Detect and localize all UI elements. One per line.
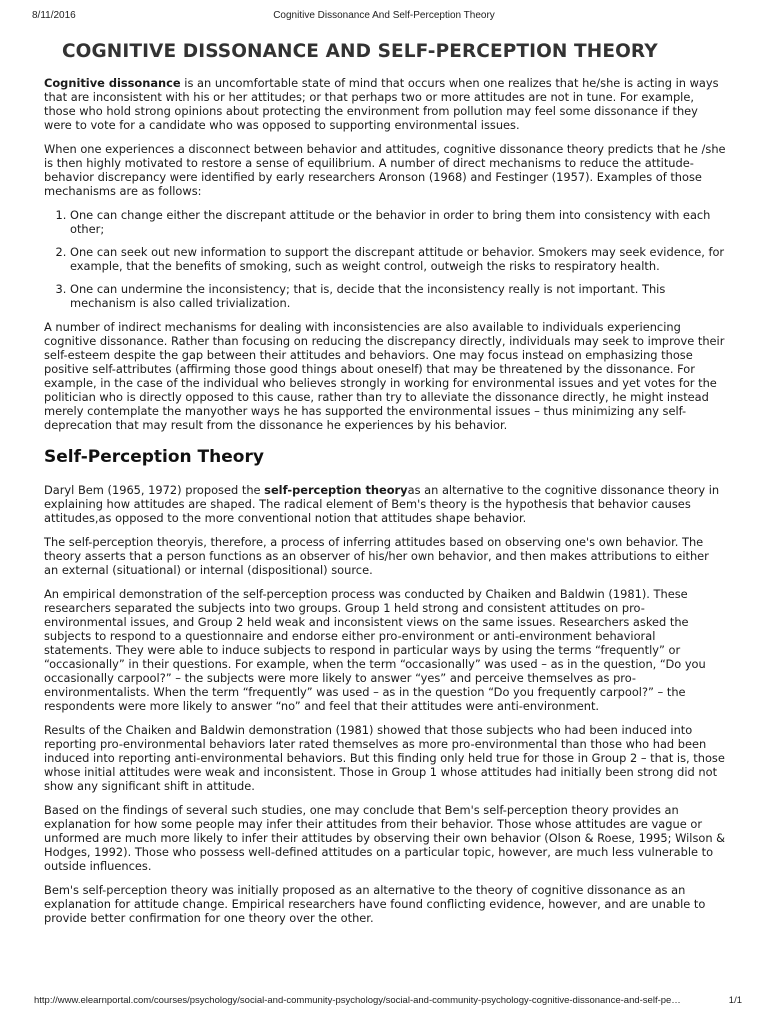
conclusion-paragraph: Based on the findings of several such studies, one may conclude that Bem's self-perception theory provides an explanation for how some people may infer their attitudes from their behavior. Those whose attitudes are vague or unformed are much more likely to infer their attitudes by observing their own behavior (Olson & Roese, 1995; Wilson & Hodges, 1992). Those who possess well-defined attitudes on a particular topic, however, are much less vulnerable to outside influences. <box>44 803 726 873</box>
mechanisms-list <box>44 208 726 310</box>
intro-paragraph <box>44 76 726 132</box>
empirical-demo-paragraph: An empirical demonstration of the self-perception process was conducted by Chaiken and Baldwin (1981). These researchers separated the subjects into two groups. Group 1 held strong and consistent attitudes on pro-environmental issues, and Group 2 held weak and inconsistent views on the same issues. Researchers asked the subjects to respond to a questionnaire and endorse either pro-environment or anti-environment behavioral statements. They were able to induce subjects to respond in particular ways by using the terms “frequently” or “occasionally” in their questions. For example, when the term “occasionally” was used – as in the question, “Do you occasionally carpool?” – the subjects were more likely to answer “yes” and perceive themselves as pro-environmentalists. When the term “frequently” was used – as in the question “Do you frequently carpool?” – the respondents were more likely to answer “no” and feel that their attitudes were anti-environment. <box>44 587 706 713</box>
bem-text-before: Daryl Bem (1965, 1972) proposed the <box>44 483 265 497</box>
intro-text: is an uncomfortable state of mind that occurs when one realizes that he/she is acting in ways that are inconsistent with his or her attitudes; or that perhaps two or more attitudes are not in tune. For example, those who hold strong opinions about protecting the environment from pollution may feel some dissonance if they were to vote for a candidate who was opposed to supporting environmental issues. <box>44 76 719 132</box>
print-page-title: Cognitive Dissonance And Self-Perception Theory <box>273 10 495 21</box>
intro-term: Cognitive dissonance <box>44 76 181 90</box>
page-number: 1/1 <box>728 995 742 1006</box>
print-footer <box>20 995 748 1009</box>
results-paragraph: Results of the Chaiken and Baldwin demonstration (1981) showed that those subjects who had been induced into reporting pro-environmental behaviors later rated themselves as more pro-environmental than those who had been induced into reporting anti-environmental behaviors. But this finding only held true for those in Group 2 – that is, those whose initial attitudes were weak and inconsistent. Those in Group 1 whose attitudes had initially been strong did not show any significant shift in attitude. <box>44 723 725 793</box>
bem-text-after: as an alternative to the cognitive dissonance theory in explaining how attitudes are shaped. The radical element of Bem's theory is the hypothesis that behavior causes attitudes,as opposed to the more conventional notion that attitudes shape behavior. <box>44 483 720 525</box>
article-title: COGNITIVE DISSONANCE AND SELF-PERCEPTION THEORY <box>62 41 658 62</box>
indirect-mechanisms-paragraph: A number of indirect mechanisms for dealing with inconsistencies are also available to individuals experiencing cognitive dissonance. Rather than focusing on reducing the discrepancy directly, individuals may seek to improve their self-esteem despite the gap between their attitudes and behaviors. One may focus instead on emphasizing those positive self-attributes (affirming those good things about oneself) that may be threatened by the dissonance. For example, in the case of the individual who believes strongly in working for environmental issues and yet votes for the politician who is directly opposed to this cause, rather than try to alleviate the dissonance directly, he might instead merely contemplate the manyother ways he has supported the environmental issues – thus minimizing any self-deprecation that may result from the dissonance he experiences by his behavior. <box>44 320 725 432</box>
bem-term: self-perception theory <box>264 483 408 497</box>
print-header <box>20 10 748 24</box>
closing-paragraph: Bem's self-perception theory was initially proposed as an alternative to the theory of cognitive dissonance as an explanation for attitude change. Empirical researchers have found conflicting evidence, however, and are unable to provide better confirmation for one theory over the other. <box>44 883 706 925</box>
list-item: 3. One can undermine the inconsistency; that is, decide that the inconsistency really is not important. This mechanism is also called trivialization. <box>70 282 726 310</box>
section-heading: Self-Perception Theory <box>44 447 264 467</box>
list-item: 1. One can change either the discrepant attitude or the behavior in order to bring them into consistency with each other; <box>70 208 726 236</box>
list-item: 2. One can seek out new information to support the discrepant attitude or behavior. Smokers may seek evidence, for example, that the benefits of smoking, such as weight control, outweigh the risks to respiratory health. <box>70 245 726 273</box>
bem-paragraph <box>44 483 726 525</box>
article <box>44 40 726 935</box>
print-date: 8/11/2016 <box>32 10 76 21</box>
mechanisms-intro-paragraph: When one experiences a disconnect between behavior and attitudes, cognitive dissonance theory predicts that he /she is then highly motivated to restore a sense of equilibrium. A number of direct mechanisms to reduce the attitude-behavior discrepancy were identified by early researchers Aronson (1968) and Festinger (1957). Examples of those mechanisms are as follows: <box>44 142 726 198</box>
source-url: http://www.elearnportal.com/courses/psychology/social-and-community-psychology/social-and-community-psychology-cognitive-dissonance-and-self-pe… <box>34 995 681 1006</box>
inference-paragraph: The self-perception theoryis, therefore, a process of inferring attitudes based on observing one's own behavior. The theory asserts that a person functions as an observer of his/her own behavior, and then makes attributions to either an external (situational) or internal (dispositional) source. <box>44 535 709 577</box>
